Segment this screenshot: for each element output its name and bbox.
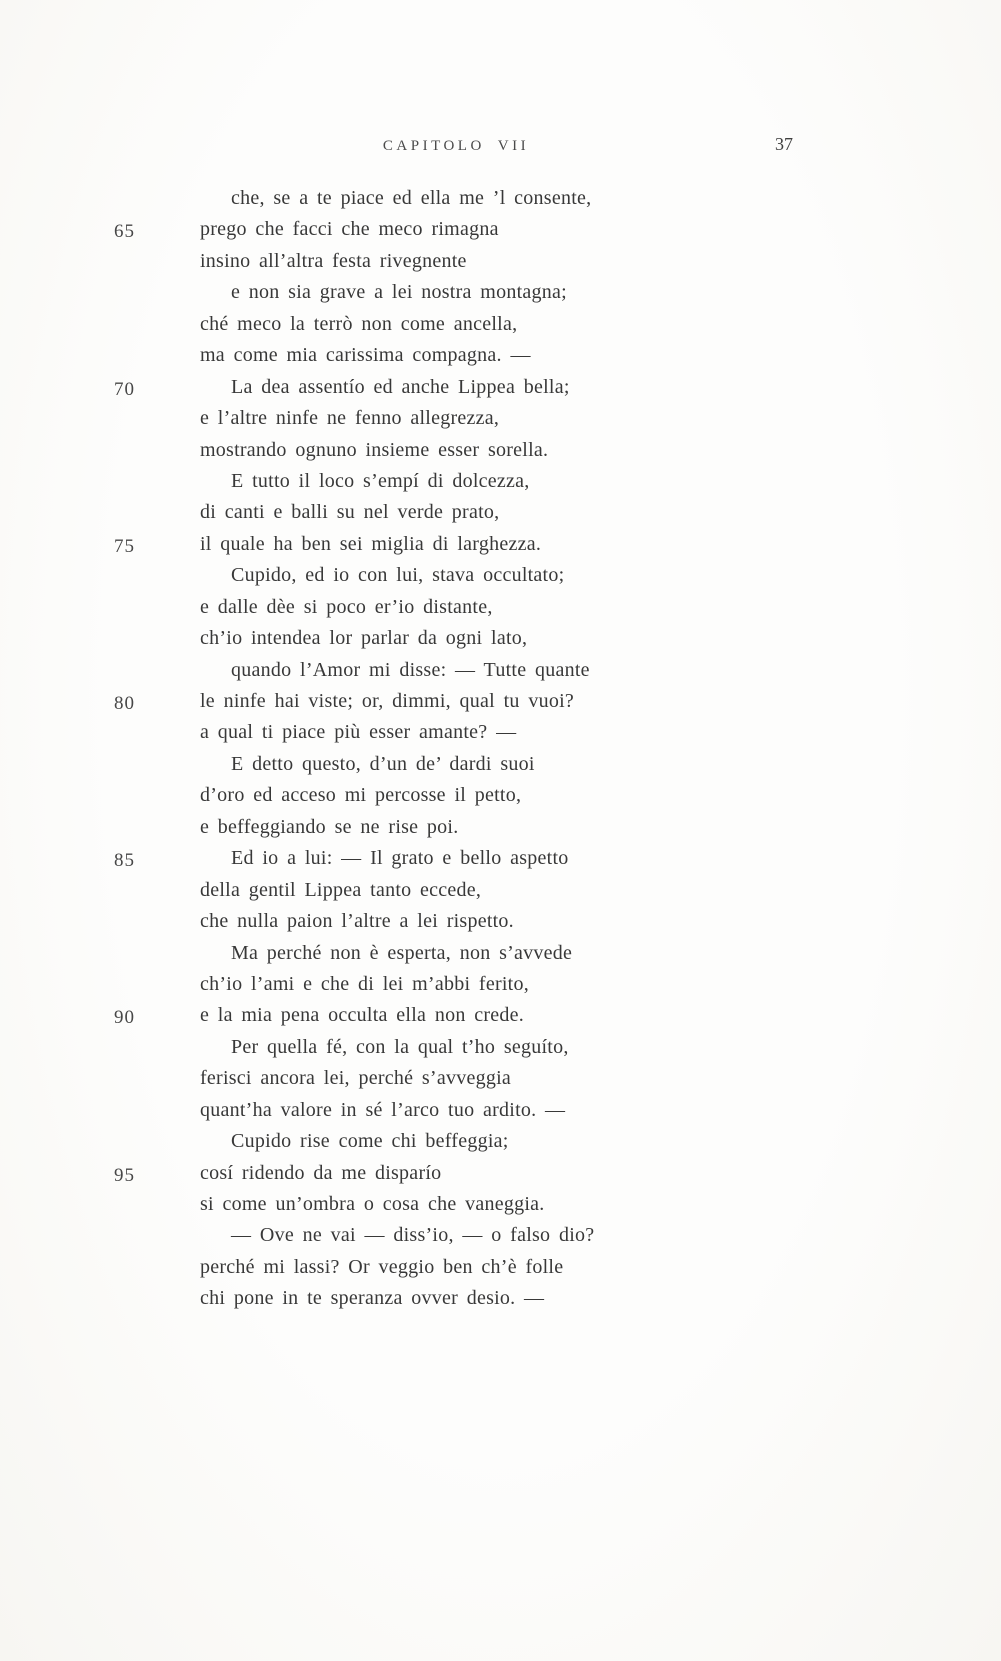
line-number: 65 — [114, 221, 135, 243]
verse-text: insino all’altra festa rivegnente — [200, 249, 467, 272]
verse-text: chi pone in te speranza ovver desio. — — [200, 1287, 545, 1310]
line-number: 75 — [114, 535, 135, 557]
chapter-heading: CAPITOLO VII — [382, 138, 530, 154]
verse-text: ferisci ancora lei, perché s’avveggia — [200, 1067, 512, 1090]
verse-line — [0, 1287, 1001, 1318]
verse-line — [0, 721, 1001, 752]
verse-text: della gentil Lippea tanto eccede, — [200, 878, 482, 901]
verse-line — [0, 439, 1001, 470]
verse-text: E detto questo, d’un de’ dardi suoi — [231, 752, 535, 775]
verse-line — [0, 218, 1001, 249]
verse-text: quando l’Amor mi disse: — Tutte quante — [231, 658, 590, 681]
verse-line — [0, 187, 1001, 218]
verse-text: a qual ti piace più esser amante? — — [200, 721, 517, 744]
verse-line — [0, 281, 1001, 312]
verse-text: e l’altre ninfe ne fenno allegrezza, — [200, 407, 500, 430]
verse-text: perché mi lassi? Or veggio ben ch’è folle — [200, 1255, 564, 1278]
line-number: 85 — [114, 850, 135, 872]
verse-line — [0, 627, 1001, 658]
verse-line — [0, 1256, 1001, 1287]
verse-line — [0, 1224, 1001, 1255]
verse-line — [0, 690, 1001, 721]
verse-line — [0, 344, 1001, 375]
verse-text: e dalle dèe si poco er’io distante, — [200, 595, 493, 618]
verse-line — [0, 816, 1001, 847]
line-number: 80 — [114, 693, 135, 714]
verse-text: d’oro ed acceso mi percosse il petto, — [200, 784, 522, 807]
verse-line — [0, 596, 1001, 627]
verse-text: Cupido rise come chi beffeggia; — [231, 1130, 509, 1153]
verse-line — [0, 1067, 1001, 1098]
verse-text: ché meco la terrò non come ancella, — [200, 312, 518, 335]
verse-line — [0, 1193, 1001, 1224]
verse-text: La dea assentío ed anche Lippea bella; — [231, 375, 570, 398]
verse-line — [0, 1130, 1001, 1161]
verse-line — [0, 1162, 1001, 1193]
verse-line — [0, 533, 1001, 564]
verse-line — [0, 973, 1001, 1004]
verse-line — [0, 501, 1001, 532]
verse-text: quant’ha valore in sé l’arco tuo ardito. — — [200, 1098, 566, 1121]
verse-text: le ninfe hai viste; or, dimmi, qual tu vuoi? — [200, 690, 575, 712]
verse-line — [0, 407, 1001, 438]
verse-line — [0, 1036, 1001, 1067]
verse-text: si come un’ombra o cosa che vaneggia. — [200, 1193, 545, 1215]
verse-text: e la mia pena occulta ella non crede. — [200, 1004, 525, 1027]
verse-line — [0, 847, 1001, 878]
line-number: 70 — [114, 378, 135, 400]
verse-text: e non sia grave a lei nostra montagna; — [231, 281, 567, 304]
verse-text: Ed io a lui: — Il grato e bello aspetto — [231, 847, 569, 870]
verse-line — [0, 942, 1001, 973]
verse-text: ma come mia carissima compagna. — — [200, 344, 531, 367]
verse-line — [0, 1004, 1001, 1035]
verse-text: ch’io l’ami e che di lei m’abbi ferito, — [200, 972, 529, 995]
line-number: 90 — [114, 1007, 135, 1029]
verse-block — [0, 187, 1001, 1319]
verse-line — [0, 910, 1001, 941]
verse-line — [0, 313, 1001, 344]
verse-text: che nulla paion l’altre a lei rispetto. — [200, 910, 514, 933]
page-number: 37 — [775, 134, 793, 154]
verse-text: E tutto il loco s’empí di dolcezza, — [231, 469, 530, 492]
verse-text: Cupido, ed io con lui, stava occultato; — [231, 564, 565, 587]
verse-text: ch’io intendea lor parlar da ogni lato, — [200, 627, 528, 650]
verse-line — [0, 250, 1001, 281]
verse-line — [0, 784, 1001, 815]
verse-line — [0, 1099, 1001, 1130]
verse-text: prego che facci che meco rimagna — [200, 218, 499, 241]
verse-text: e beffeggiando se ne rise poi. — [200, 815, 459, 838]
verse-text: il quale ha ben sei miglia di larghezza. — [200, 532, 542, 555]
verse-text: — Ove ne vai — diss’io, — o falso dio? — [231, 1224, 595, 1247]
verse-text: che, se a te piace ed ella me ’l consente, — [231, 187, 592, 209]
verse-text: Ma perché non è esperta, non s’avvede — [231, 941, 573, 964]
verse-text: Per quella fé, con la qual t’ho seguíto, — [231, 1035, 569, 1058]
verse-text: mostrando ognuno insieme esser sorella. — [200, 438, 549, 461]
verse-line — [0, 564, 1001, 595]
line-number: 95 — [114, 1164, 135, 1186]
verse-line — [0, 879, 1001, 910]
verse-line — [0, 470, 1001, 501]
verse-line — [0, 753, 1001, 784]
verse-text: cosí ridendo da me disparío — [200, 1161, 442, 1184]
verse-line — [0, 376, 1001, 407]
verse-line — [0, 659, 1001, 690]
verse-text: di canti e balli su nel verde prato, — [200, 501, 500, 524]
